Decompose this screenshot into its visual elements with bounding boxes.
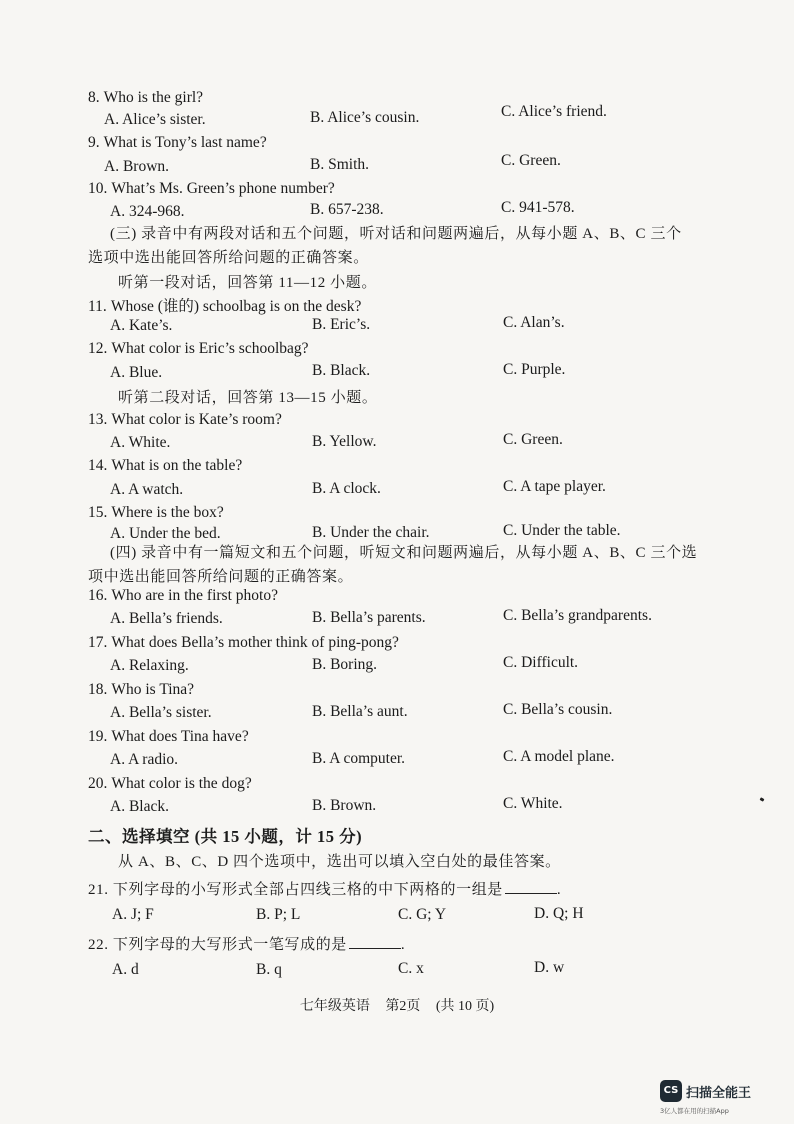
question-14: 14. What is on the table? [88, 457, 243, 474]
q14-option-b: B. A clock. [312, 480, 381, 497]
q22-option-d: D. w [534, 959, 565, 976]
q13-option-b: B. Yellow. [312, 433, 377, 450]
q16-option-c: C. Bella’s grandparents. [503, 607, 652, 624]
dialog1-instruction: 听第一段对话，回答第 11—12 小题。 [118, 275, 377, 291]
part3-instruction-line1: (三) 录音中有两段对话和五个问题，听对话和问题两遍后，从每小题 A、B、C 三个 [110, 226, 682, 242]
q8-option-a: A. Alice’s sister. [104, 111, 206, 128]
question-17: 17. What does Bella’s mother think of ping-pong? [88, 634, 399, 651]
answer-blank [349, 934, 401, 949]
page-footer [0, 995, 794, 1015]
question-19: 19. What does Tina have? [88, 728, 249, 745]
q19-option-a: A. A radio. [110, 751, 179, 768]
question-16: 16. Who are in the first photo? [88, 587, 278, 604]
q15-option-b: B. Under the chair. [312, 524, 430, 541]
q10-option-a: A. 324-968. [110, 203, 185, 220]
q20-option-c: C. White. [503, 795, 563, 812]
q22-option-b: B. q [256, 961, 282, 978]
answer-blank [505, 879, 557, 894]
q19-option-c: C. A model plane. [503, 748, 615, 765]
watermark-name: 扫描全能王 [686, 1086, 752, 1101]
q8-option-b: B. Alice’s cousin. [310, 109, 420, 126]
q10-option-b: B. 657-238. [310, 201, 384, 218]
question-11: 11. Whose (谁的) schoolbag is on the desk? [88, 298, 362, 315]
camscanner-logo-icon: CS [660, 1080, 682, 1102]
q16-option-b: B. Bella’s parents. [312, 609, 426, 626]
q21-option-b: B. P; L [256, 906, 301, 923]
q9-option-b: B. Smith. [310, 156, 370, 173]
dialog2-instruction: 听第二段对话，回答第 13—15 小题。 [118, 390, 378, 406]
q16-option-a: A. Bella’s friends. [110, 610, 223, 627]
q22-option-c: C. x [398, 960, 424, 977]
q12-option-b: B. Black. [312, 362, 371, 379]
q15-option-c: C. Under the table. [503, 522, 621, 539]
scanner-watermark [660, 1080, 780, 1116]
q14-option-c: C. A tape player. [503, 478, 606, 495]
q20-option-b: B. Brown. [312, 797, 377, 814]
q13-option-a: A. White. [110, 434, 171, 451]
q12-option-c: C. Purple. [503, 361, 566, 378]
question-20: 20. What color is the dog? [88, 775, 252, 792]
section2-title: 二、选择填空 (共 15 小题，计 15 分) [88, 827, 363, 846]
question-10: 10. What’s Ms. Green’s phone number? [88, 180, 335, 197]
part4-instruction-line1: (四) 录音中有一篇短文和五个问题，听短文和问题两遍后，从每小题 A、B、C 三个选 [110, 545, 698, 561]
q19-option-b: B. A computer. [312, 750, 405, 767]
q21-option-d: D. Q; H [534, 905, 584, 922]
q11-option-b: B. Eric’s. [312, 316, 371, 333]
q18-option-b: B. Bella’s aunt. [312, 703, 408, 720]
q17-option-b: B. Boring. [312, 656, 378, 673]
section2-instruction: 从 A、B、C、D 四个选项中，选出可以填入空白处的最佳答案。 [118, 854, 561, 870]
q9-option-a: A. Brown. [104, 158, 170, 175]
q17-option-c: C. Difficult. [503, 654, 579, 671]
footer-page: 第2页 [385, 999, 421, 1014]
question-21: 21. 下列字母的小写形式全部占四线三格的中下两格的一组是 . [88, 878, 561, 899]
part3-instruction-line2: 选项中选出能回答所给问题的正确答案。 [88, 250, 369, 266]
q12-option-a: A. Blue. [110, 364, 163, 381]
q14-option-a: A. A watch. [110, 481, 184, 498]
q21-option-c: C. G; Y [398, 906, 447, 923]
question-15: 15. Where is the box? [88, 504, 224, 521]
question-22: 22. 下列字母的大写形式一笔写成的是 . [88, 933, 405, 954]
q20-option-a: A. Black. [110, 798, 169, 815]
q11-option-a: A. Kate’s. [110, 317, 173, 334]
q18-option-a: A. Bella’s sister. [110, 704, 212, 721]
q13-option-c: C. Green. [503, 431, 563, 448]
footer-total: (共 10 页) [435, 999, 495, 1014]
q18-option-c: C. Bella’s cousin. [503, 701, 613, 718]
watermark-tagline: 3亿人都在用的扫描App [660, 1107, 729, 1115]
q15-option-a: A. Under the bed. [110, 525, 221, 542]
q11-option-c: C. Alan’s. [503, 314, 565, 331]
question-18: 18. Who is Tina? [88, 681, 195, 698]
q21-option-a: A. J; F [112, 906, 154, 923]
footer-subject: 七年级英语 [299, 999, 370, 1014]
q10-option-c: C. 941-578. [501, 199, 575, 216]
q9-option-c: C. Green. [501, 152, 561, 169]
scan-speck [760, 797, 765, 802]
question-9: 9. What is Tony’s last name? [88, 134, 267, 151]
q22-option-a: A. d [112, 961, 139, 978]
q8-option-c: C. Alice’s friend. [501, 103, 607, 120]
question-13: 13. What color is Kate’s room? [88, 411, 282, 428]
q17-option-a: A. Relaxing. [110, 657, 189, 674]
question-12: 12. What color is Eric’s schoolbag? [88, 340, 309, 357]
part4-instruction-line2: 项中选出能回答所给问题的正确答案。 [88, 569, 354, 585]
question-8: 8. Who is the girl? [88, 89, 204, 106]
